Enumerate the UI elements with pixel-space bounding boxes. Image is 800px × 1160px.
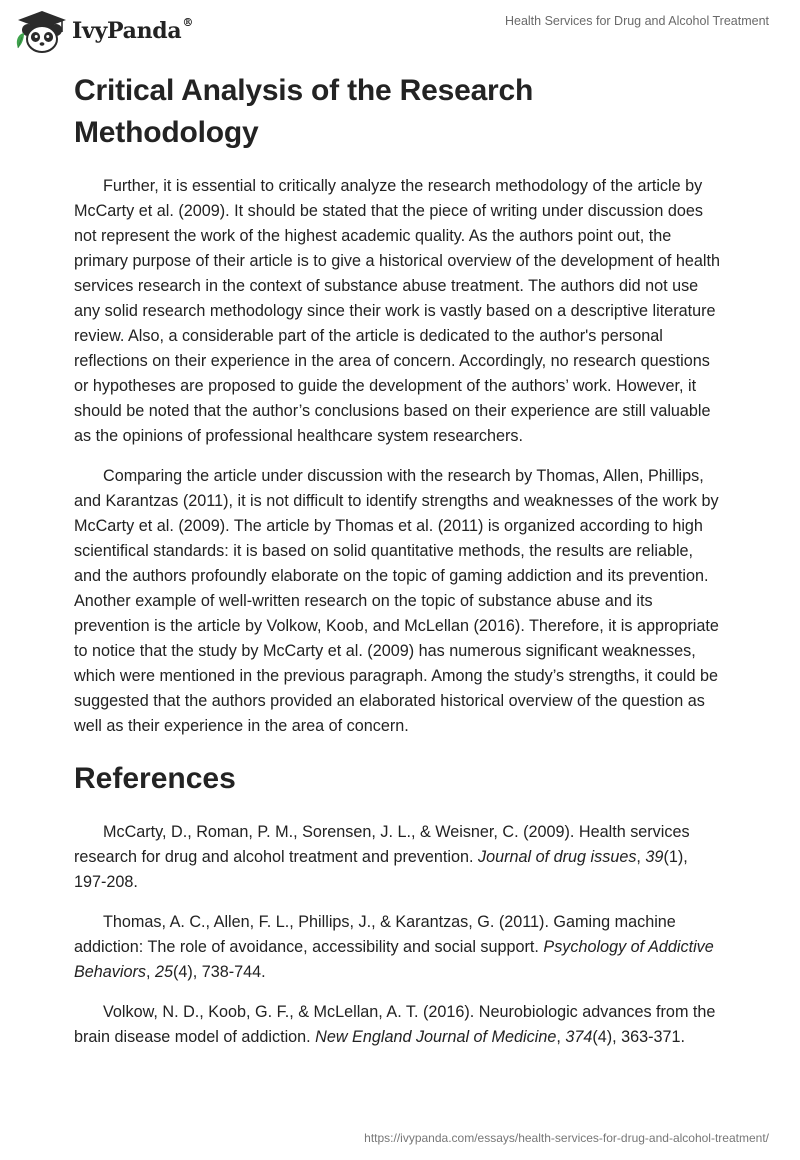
journal-title: Journal of drug issues bbox=[478, 848, 637, 866]
journal-volume: 374 bbox=[565, 1028, 593, 1046]
paragraph-comparison: Comparing the article under discussion with the research by Thomas, Allen, Phillips, and Karantzas (2011), it is not difficult to identify strengths and weaknesses of the work by McCarty et al. (2009). The article by Thomas et al. (2011) is organized according to high scientifical standards: it is based on solid quantitative methods, the results are reliable, and the authors profoundly elaborate on the topic of gaming addiction and its prevention. Another example of well-written research on the topic of substance abuse and its prevention is the article by Volkow, Koob, and McLellan (2016). Therefore, it is appropriate to notice that the study by McCarty et al. (2009) has numerous significant weaknesses, which were mentioned in the previous paragraph. Among the study’s strengths, it could be suggested that the authors provided an elaborated historical overview of the question as well as their experience in the area of concern. bbox=[74, 467, 719, 735]
ivypanda-logo[interactable] bbox=[12, 8, 193, 54]
source-url-link[interactable]: https://ivypanda.com/essays/health-services-for-drug-and-alcohol-treatment/ bbox=[364, 1131, 769, 1145]
journal-volume: 39 bbox=[645, 848, 664, 866]
references-heading: References bbox=[74, 762, 236, 795]
brand-name: IvyPanda® bbox=[72, 16, 194, 44]
panda-logo-icon bbox=[12, 8, 68, 54]
journal-volume: 25 bbox=[154, 963, 173, 981]
journal-title: New England Journal of Medicine bbox=[315, 1028, 557, 1046]
reference-item: Thomas, A. C., Allen, F. L., Phillips, J., & Karantzas, G. (2011). Gaming machine addiction: The role of avoidance, accessibility and social support. Psychology of Addictive Behaviors, 25(4), 738-744. bbox=[74, 913, 714, 981]
reference-item: Volkow, N. D., Koob, G. F., & McLellan, A. T. (2016). Neurobiologic advances from the brain disease model of addiction. New England Journal of Medicine, 374(4), 363-371. bbox=[74, 1003, 716, 1046]
paragraph-methodology: Further, it is essential to critically analyze the research methodology of the article by McCarty et al. (2009). It should be stated that the piece of writing under discussion does not represent the work of the highest academic quality. As the authors point out, the primary purpose of their article is to give a historical overview of the development of health services research in the context of substance abuse treatment. The authors did not use any solid research methodology since their work is vastly based on a descriptive literature review. Also, a considerable part of the article is dedicated to the author's personal reflections on their experience in the area of concern. Accordingly, no research questions or hypotheses are proposed to guide the development of the authors’ work. However, it should be noted that the author’s conclusions based on their experience are still valuable as the opinions of professional healthcare system researchers. bbox=[74, 177, 721, 445]
page-header bbox=[0, 0, 800, 62]
document-title: Health Services for Drug and Alcohol Treatment bbox=[504, 14, 769, 28]
reference-item: McCarty, D., Roman, P. M., Sorensen, J. L., & Weisner, C. (2009). Health services research for drug and alcohol treatment and prevention. Journal of drug issues, 39(1), 197-208. bbox=[74, 823, 690, 891]
essay-content bbox=[74, 70, 724, 1050]
section-heading: Critical Analysis of the Research Methodology bbox=[74, 74, 534, 149]
journal-title: Psychology of Addictive Behaviors bbox=[74, 938, 714, 981]
